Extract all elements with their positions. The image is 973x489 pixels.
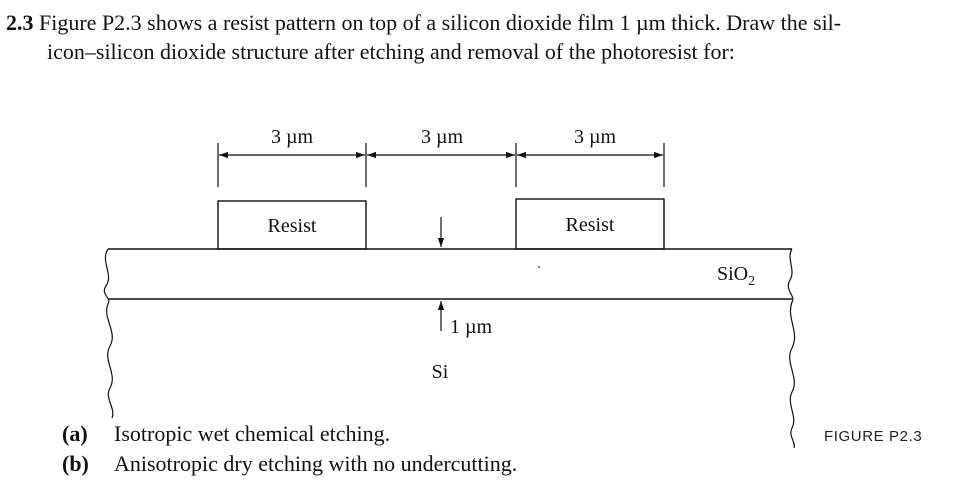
problem-text-line-2: icon–silicon dioxide structure after etching and removal of the photoresist for: xyxy=(47,39,735,64)
oxide-label-subscript: 2 xyxy=(748,274,756,289)
dimension-label-1: 3 µm xyxy=(270,126,314,148)
dimension-label-2: 3 µm xyxy=(420,126,464,148)
problem-text-line-1: Figure P2.3 shows a resist pattern on top of a silicon dioxide film 1 µm thick. Draw the sil- xyxy=(39,10,842,35)
part-b xyxy=(62,449,517,479)
part-b-text: Anisotropic dry etching with no undercutting. xyxy=(114,451,518,476)
part-b-label: (b) xyxy=(62,451,89,476)
dimension-label-3: 3 µm xyxy=(573,126,617,148)
speck-mark xyxy=(538,266,540,268)
oxide-label xyxy=(717,263,755,289)
substrate-label: Si xyxy=(431,361,449,383)
oxide-label-main: SiO xyxy=(717,263,749,285)
break-line-left xyxy=(104,249,113,418)
break-line-right xyxy=(788,249,794,448)
figure-caption: FIGURE P2.3 xyxy=(824,428,923,445)
part-a xyxy=(62,419,517,449)
part-a-text: Isotropic wet chemical etching. xyxy=(114,421,391,446)
problem-number: 2.3 xyxy=(6,10,34,35)
resist-label-right: Resist xyxy=(565,214,615,236)
part-a-label: (a) xyxy=(62,421,88,446)
resist-label-left: Resist xyxy=(267,215,317,237)
thickness-label: 1 µm xyxy=(450,316,493,338)
question-parts xyxy=(62,419,517,479)
